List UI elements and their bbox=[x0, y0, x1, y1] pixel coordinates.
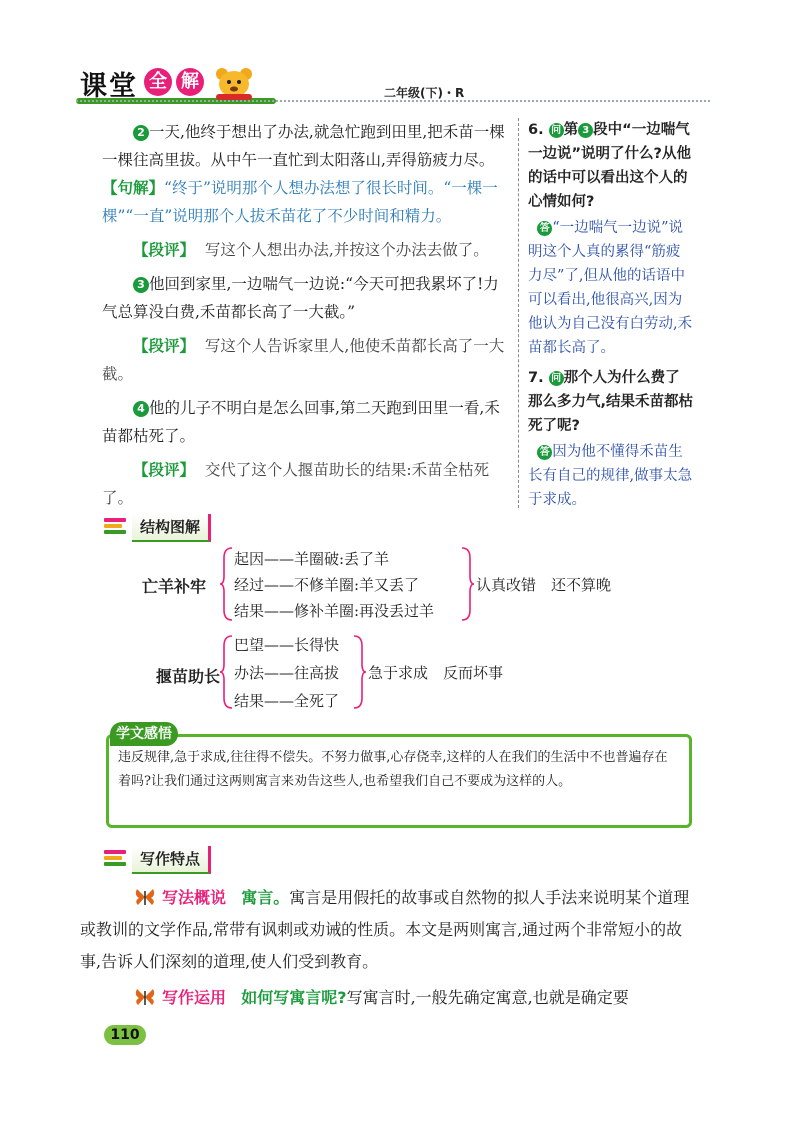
point-text: 寓言是用假托的故事或自然物的拟人手法来说明某个道理或教训的文学作品,常带有讽刺或劝诫的性质。本文是两则寓言,通过两个非常短小的故事,告诉人们深刻的道理,使人们受到教育。 bbox=[80, 888, 690, 971]
point-text: 写寓言时,一般先确定寓意,也就是确定要 bbox=[346, 988, 629, 1007]
right-brace-icon bbox=[352, 634, 366, 710]
main-text bbox=[102, 118, 514, 518]
point-label: 写作运用 bbox=[162, 988, 227, 1007]
brand-char-1: 全 bbox=[144, 68, 172, 96]
paragraph-number: 3 bbox=[133, 277, 149, 293]
paragraph-comment-3 bbox=[102, 456, 514, 512]
diagram-row: 结果——修补羊圈:再没丢过羊 bbox=[234, 602, 435, 620]
paragraph-comment-1 bbox=[102, 236, 514, 264]
column-divider bbox=[518, 118, 519, 508]
answer-text: 因为他不懂得禾苗生长有自己的规律,做事太急于求成。 bbox=[528, 444, 693, 508]
writing-features bbox=[80, 882, 692, 1018]
writing-point-2 bbox=[80, 982, 692, 1014]
brand-title: 课堂 bbox=[80, 71, 138, 102]
paragraph-3 bbox=[102, 270, 514, 326]
question-text: 那个人为什么费了那么多力气,结果禾苗都枯死了呢? bbox=[528, 370, 694, 434]
answer-text: “一边喘气一边说”说明这个人真的累得“筋疲力尽”了,但从他的话语中可以看出,他很高兴,因为他认为自己没有白劳动,禾苗都长高了。 bbox=[528, 220, 693, 356]
butterfly-icon bbox=[134, 987, 156, 1007]
diagram-conclusion: 认真改错 还不算晚 bbox=[476, 576, 612, 594]
diagram-row: 结果——全死了 bbox=[234, 692, 340, 710]
left-brace-icon bbox=[220, 546, 234, 622]
comment-text: 写这个人告诉家里人,他使禾苗都长高了一大截。 bbox=[102, 337, 505, 383]
diagram-row: 办法——往高拔 bbox=[234, 664, 340, 682]
question-number: 6. bbox=[528, 122, 544, 138]
diagram-conclusion: 急于求成 反而坏事 bbox=[368, 664, 504, 682]
paragraph-text: 一天,他终于想出了办法,就急忙跑到田里,把禾苗一棵一棵往高里拔。从中午一直忙到太阳落山,弄得筋疲力尽。 bbox=[102, 123, 505, 169]
point-label: 写法概说 bbox=[162, 888, 227, 907]
question-prefix: 第 bbox=[563, 122, 579, 138]
section-title: 写作特点 bbox=[132, 846, 211, 874]
writing-section-header bbox=[104, 846, 304, 872]
sentence-note-tag: 【句解】 bbox=[102, 179, 165, 197]
diagram-row: 巴望——长得快 bbox=[234, 636, 340, 654]
diagram-row: 经过——不修羊圈:羊又丢了 bbox=[234, 576, 420, 594]
answer-6 bbox=[528, 216, 694, 360]
brand-char-2: 解 bbox=[176, 68, 204, 96]
section-title: 结构图解 bbox=[132, 514, 211, 542]
story-name-2: 揠苗助长 bbox=[156, 667, 221, 686]
paragraph-text: 他的儿子不明白是怎么回事,第二天跑到田里一看,禾苗都枯死了。 bbox=[102, 399, 500, 445]
question-text: 段中“一边喘气一边说”说明了什么?从他的话中可以看出这个人的心情如何? bbox=[528, 122, 691, 210]
comment-text: 写这个人想出办法,并按这个办法去做了。 bbox=[204, 241, 489, 259]
paragraph-comment-2 bbox=[102, 332, 514, 388]
point-keyword: 寓言。 bbox=[241, 888, 290, 907]
paragraph-ref-badge: 3 bbox=[578, 123, 593, 138]
question-badge-icon: 问 bbox=[549, 123, 564, 138]
question-number: 7. bbox=[528, 370, 544, 386]
section-stripes-icon bbox=[104, 850, 126, 868]
answer-badge-icon: 答 bbox=[537, 221, 552, 236]
paragraph-2 bbox=[102, 118, 514, 230]
point-keyword: 如何写寓言呢? bbox=[241, 988, 347, 1007]
feeling-title: 学文感悟 bbox=[110, 722, 178, 746]
paragraph-number: 4 bbox=[133, 401, 149, 417]
writing-point-1 bbox=[80, 882, 692, 978]
bear-mascot-icon bbox=[212, 66, 256, 100]
diagram-row: 起因——羊圈破:丢了羊 bbox=[234, 550, 390, 568]
paragraph-text: 他回到家里,一边喘气一边说:“今天可把我累坏了!力气总算没白费,禾苗都长高了一大截。” bbox=[102, 275, 499, 321]
page-number: 110 bbox=[104, 1025, 146, 1045]
comment-text: 交代了这个人揠苗助长的结果:禾苗全枯死了。 bbox=[102, 461, 490, 507]
paragraph-4 bbox=[102, 394, 514, 450]
side-questions bbox=[528, 118, 694, 518]
question-7 bbox=[528, 366, 694, 438]
comment-tag: 【段评】 bbox=[133, 461, 196, 479]
comment-tag: 【段评】 bbox=[133, 241, 196, 259]
answer-7 bbox=[528, 440, 694, 512]
butterfly-icon bbox=[134, 887, 156, 907]
feeling-text: 违反规律,急于求成,往往得不偿失。不努力做事,心存侥幸,这样的人在我们的生活中不也普遍存在着吗?让我们通过这两则寓言来劝告这些人,也希望我们自己不要成为这样的人。 bbox=[118, 750, 668, 789]
comment-tag: 【段评】 bbox=[133, 337, 196, 355]
sentence-note: “终于”说明那个人想办法想了很长时间。“一棵一棵”“一直”说明那个人拔禾苗花了不少时间和精力。 bbox=[102, 179, 498, 225]
question-6 bbox=[528, 118, 694, 214]
right-brace-icon bbox=[460, 546, 474, 622]
story-name-1: 亡羊补牢 bbox=[142, 577, 207, 596]
left-brace-icon bbox=[220, 634, 234, 710]
structure-section-header bbox=[104, 514, 304, 540]
section-stripes-icon bbox=[104, 518, 126, 536]
question-badge-icon: 问 bbox=[549, 371, 564, 386]
paragraph-number: 2 bbox=[133, 125, 149, 141]
grade-label: 二年级(下)・R bbox=[384, 86, 465, 100]
answer-badge-icon: 答 bbox=[537, 445, 552, 460]
